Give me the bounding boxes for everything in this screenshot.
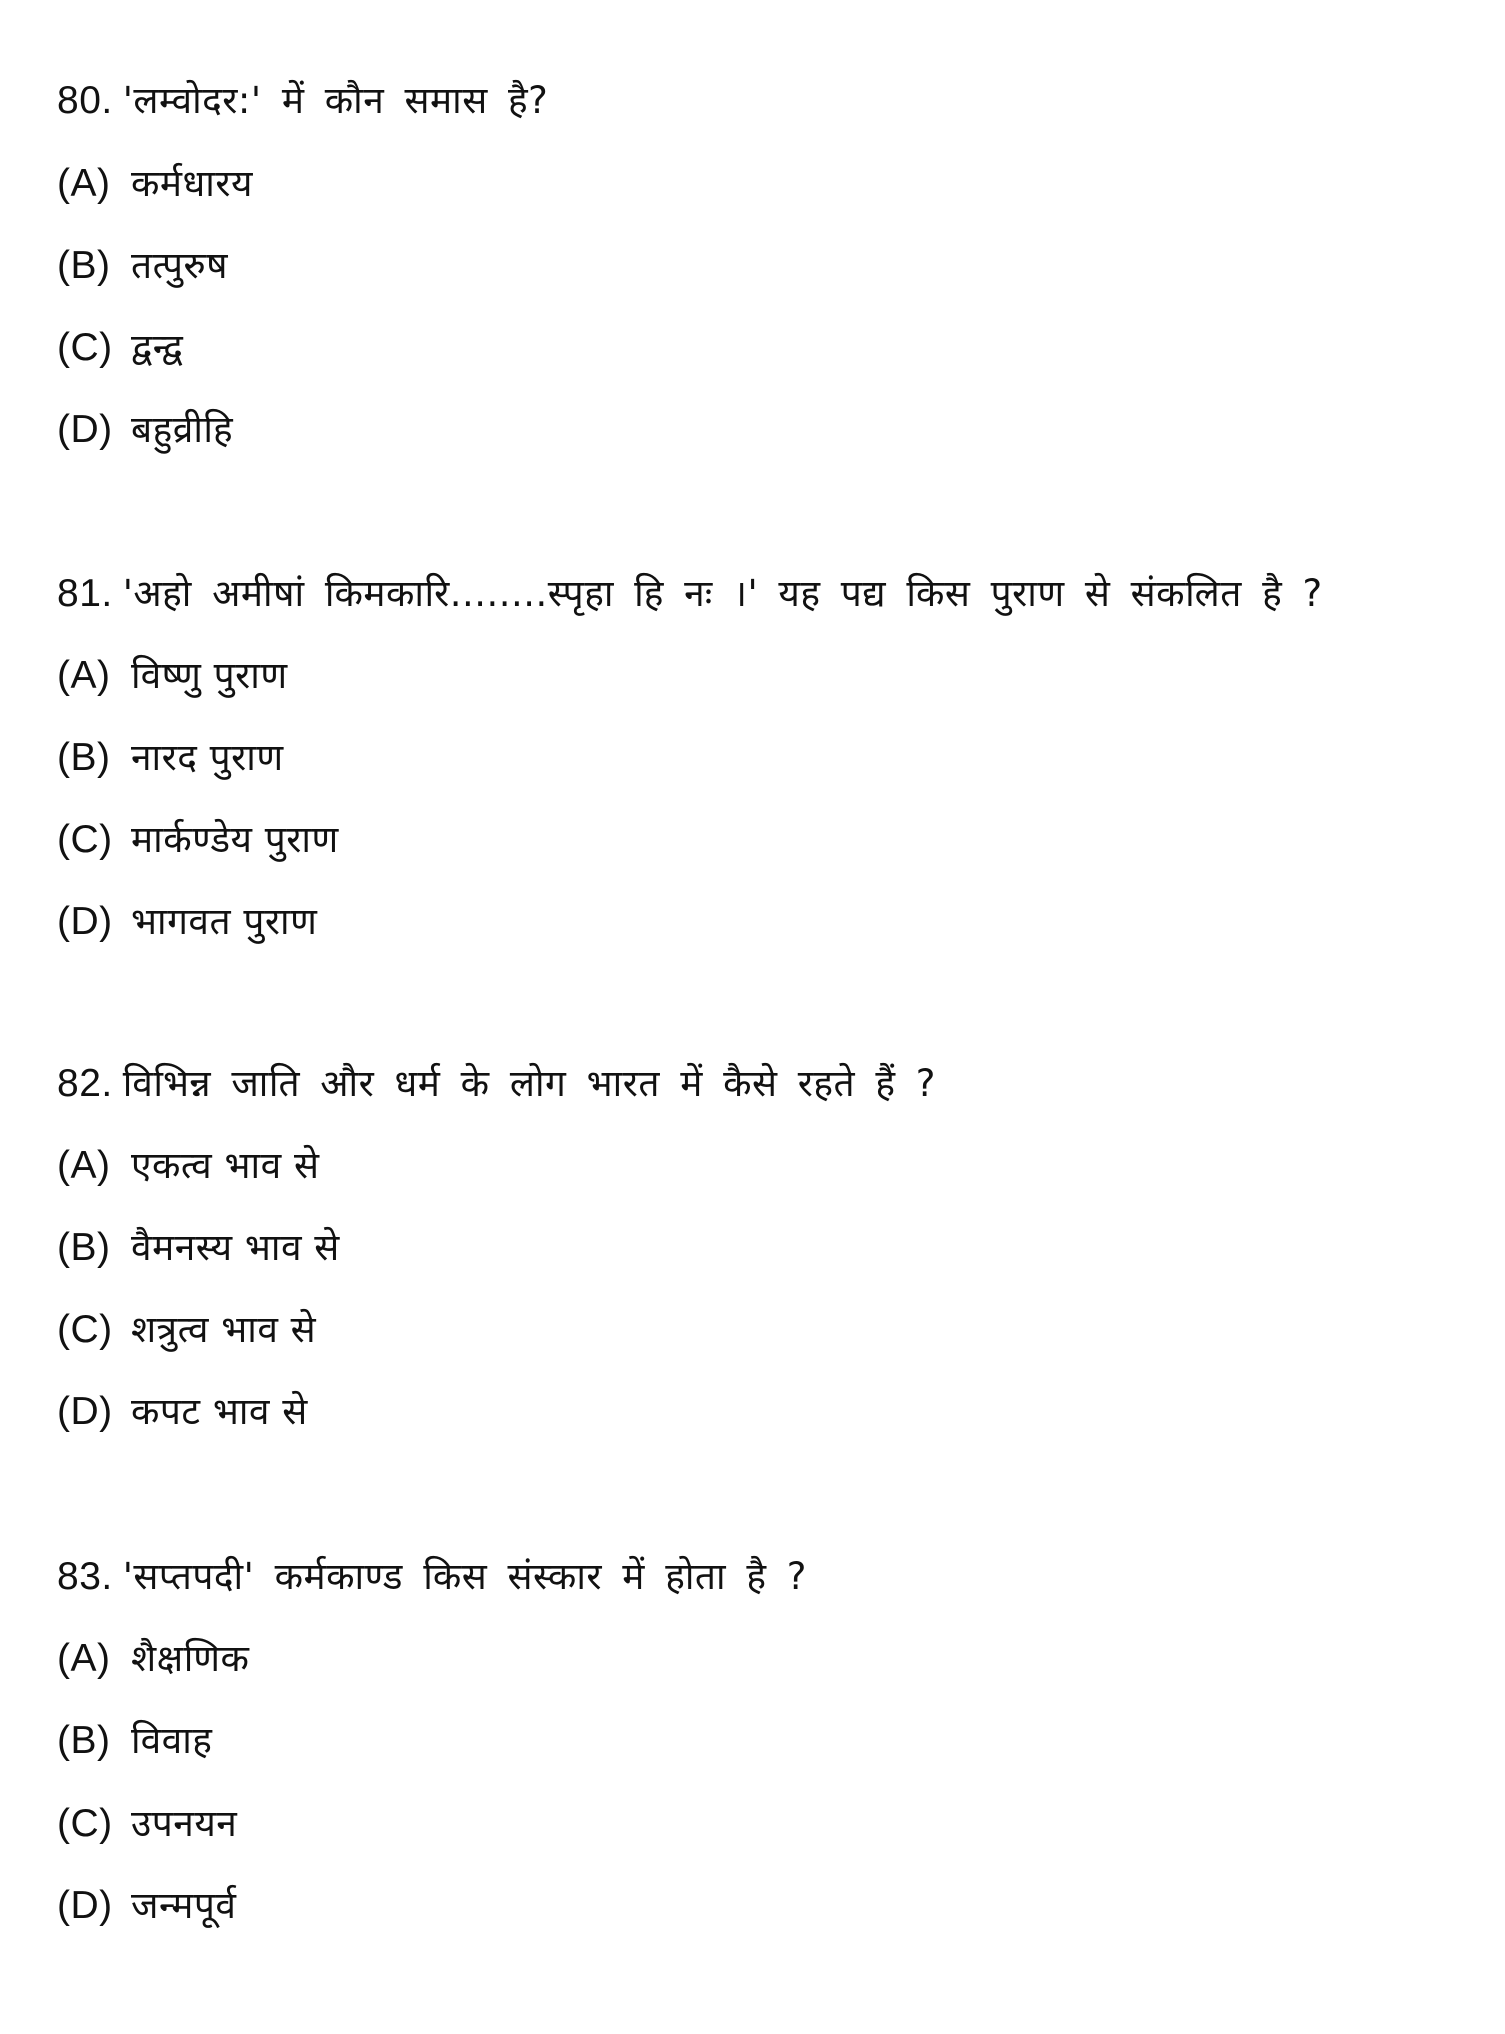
option-80-b[interactable] (57, 241, 228, 291)
option-83-a[interactable] (57, 1634, 249, 1684)
option-81-c[interactable] (57, 815, 339, 865)
question-81 (57, 569, 1323, 619)
question-83 (57, 1552, 807, 1602)
option-label: (D) (57, 1390, 113, 1433)
option-82-d[interactable] (57, 1387, 308, 1437)
option-82-a[interactable] (57, 1141, 319, 1191)
option-label: (C) (57, 1308, 113, 1351)
option-label: (C) (57, 1802, 113, 1845)
option-text: मार्कण्डेय पुराण (131, 818, 339, 861)
question-number: 80. (57, 79, 113, 122)
option-text: भागवत पुराण (131, 900, 318, 943)
question-number: 83. (57, 1555, 113, 1598)
option-text: शैक्षणिक (131, 1637, 250, 1680)
option-83-b[interactable] (57, 1716, 212, 1766)
option-82-b[interactable] (57, 1223, 340, 1273)
question-number: 81. (57, 572, 113, 615)
option-text: द्वन्द्व (131, 326, 184, 369)
option-80-d[interactable] (57, 405, 233, 455)
option-text: शत्रुत्व भाव से (131, 1308, 317, 1351)
option-label: (D) (57, 1884, 113, 1927)
option-label: (A) (57, 1637, 111, 1680)
option-label: (D) (57, 408, 113, 451)
option-label: (C) (57, 818, 113, 861)
option-text: उपनयन (131, 1802, 238, 1845)
option-text: विवाह (131, 1719, 213, 1762)
option-label: (B) (57, 244, 111, 287)
option-text: विष्णु पुराण (131, 654, 288, 697)
option-80-c[interactable] (57, 323, 183, 373)
option-label: (A) (57, 162, 111, 205)
option-label: (B) (57, 1719, 111, 1762)
question-text: 'सप्तपदी' कर्मकाण्ड किस संस्कार में होता है ? (122, 1555, 807, 1598)
question-number: 82. (57, 1062, 113, 1105)
option-81-d[interactable] (57, 897, 317, 947)
option-82-c[interactable] (57, 1305, 316, 1355)
question-82 (57, 1059, 936, 1109)
option-text: कर्मधारय (131, 162, 253, 205)
question-text: 'अहो अमीषां किमकारि........स्पृहा हि नः ।' यह पद्य किस पुराण से संकलित है ? (122, 572, 1323, 615)
option-label: (A) (57, 654, 111, 697)
option-label: (C) (57, 326, 113, 369)
option-83-c[interactable] (57, 1799, 237, 1849)
option-text: बहुव्रीहि (131, 408, 234, 451)
question-80 (57, 76, 548, 126)
option-label: (A) (57, 1144, 111, 1187)
option-label: (B) (57, 736, 111, 779)
option-text: तत्पुरुष (131, 244, 228, 287)
option-80-a[interactable] (57, 159, 253, 209)
option-text: नारद पुराण (131, 736, 284, 779)
option-text: वैमनस्य भाव से (131, 1226, 340, 1269)
option-label: (D) (57, 900, 113, 943)
option-81-b[interactable] (57, 733, 284, 783)
question-text: विभिन्न जाति और धर्म के लोग भारत में कैसे रहते हैं ? (122, 1062, 936, 1105)
option-text: जन्मपूर्व (131, 1884, 237, 1927)
option-81-a[interactable] (57, 651, 288, 701)
option-text: कपट भाव से (131, 1390, 308, 1433)
option-83-d[interactable] (57, 1881, 236, 1931)
option-label: (B) (57, 1226, 111, 1269)
question-text: 'लम्वोदर:' में कौन समास है? (122, 79, 549, 122)
option-text: एकत्व भाव से (131, 1144, 320, 1187)
